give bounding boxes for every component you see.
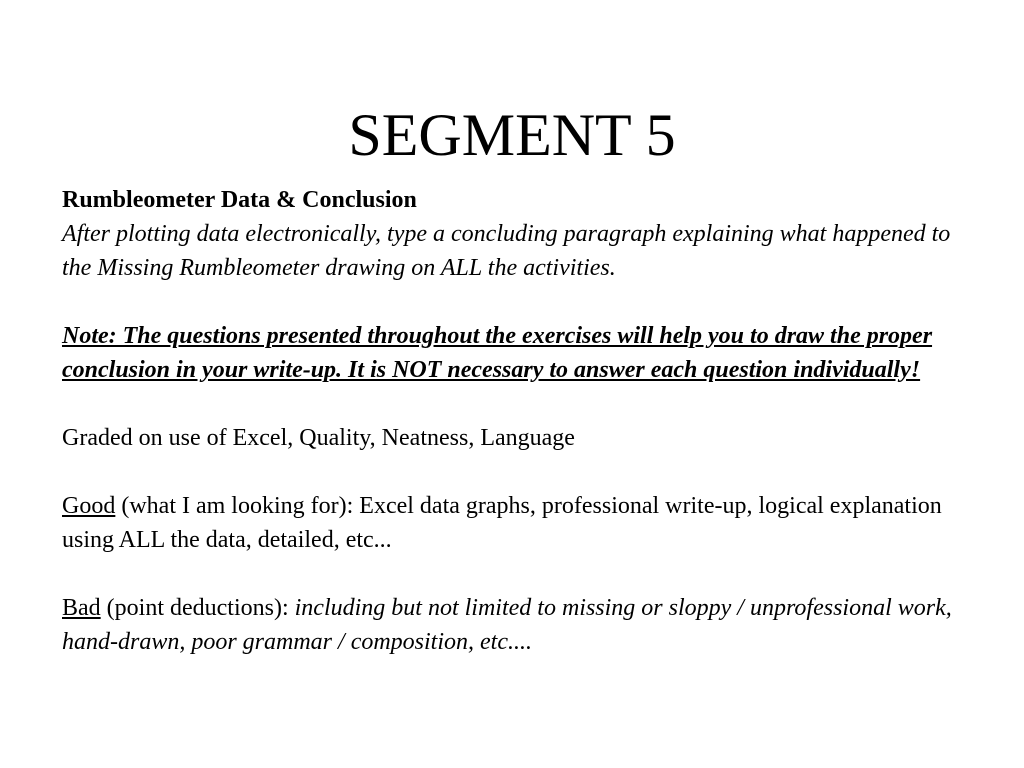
- good-paragraph: [62, 489, 962, 557]
- slide-body: [62, 183, 962, 659]
- spacer: [62, 455, 962, 489]
- good-text: (what I am looking for): Excel data graphs, professional write-up, logical explanation using ALL the data, detailed, etc...: [62, 493, 942, 553]
- bad-text: (point deductions):: [100, 595, 295, 621]
- spacer: [62, 387, 962, 421]
- spacer: [62, 285, 962, 319]
- instructions-paragraph: After plotting data electronically, type a concluding paragraph explaining what happened to the Missing Rumbleometer drawing on ALL the activities.: [62, 221, 951, 281]
- good-label: Good: [62, 493, 116, 519]
- bad-label: Bad: [62, 595, 101, 621]
- graded-criteria: Graded on use of Excel, Quality, Neatness, Language: [62, 425, 575, 451]
- note-paragraph: Note: The questions presented throughout the exercises will help you to draw the proper conclusion in your write-up. It is NOT necessary to answer each question individually!: [62, 323, 933, 383]
- bad-italic-text: including but not limited to missing or sloppy / unprofessional work, hand-drawn, poor grammar / composition, etc....: [62, 595, 952, 655]
- slide-title: SEGMENT 5: [348, 102, 676, 168]
- subheading: Rumbleometer Data & Conclusion: [62, 187, 417, 213]
- spacer: [62, 557, 962, 591]
- bad-paragraph: [62, 591, 962, 659]
